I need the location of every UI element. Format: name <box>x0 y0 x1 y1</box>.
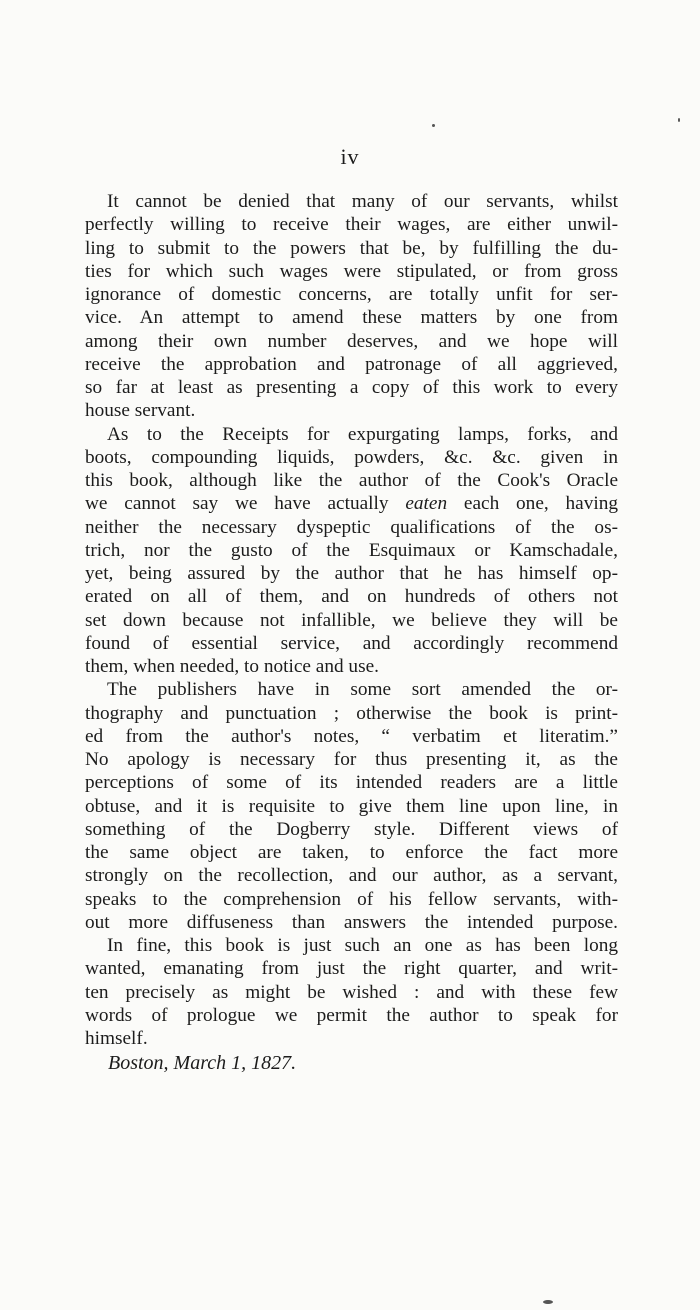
text-line: ling to submit to the powers that be, by fulfilling the du- <box>85 237 618 259</box>
text-line: ed from the author's notes, “ verbatim et literatim.” <box>85 725 618 747</box>
text-line: No apology is necessary for thus presenting it, as the <box>85 749 618 770</box>
text-line: ten precisely as might be wished : and with these few <box>85 981 618 1003</box>
text-line: In fine, this book is just such an one as has been long <box>107 935 618 956</box>
text-line: obtuse, and it is requisite to give them line upon line, in <box>85 795 618 817</box>
text-line: so far at least as presenting a copy of this work to every <box>85 377 618 398</box>
page-number: iv <box>340 144 360 169</box>
text-line: words of prologue we permit the author to speak for <box>85 1004 618 1026</box>
italic-word: eaten <box>405 493 448 515</box>
text-line: yet, being assured by the author that he has himself op- <box>85 563 618 584</box>
text-fragment: we cannot say we have actually <box>85 493 389 515</box>
text-line: this book, although like the author of the Cook's Oracle <box>85 470 618 491</box>
scan-speck <box>543 1300 553 1304</box>
text-line: them, when needed, to notice and use. <box>85 656 379 677</box>
text-line: set down because not infallible, we believe they will be <box>85 609 618 631</box>
text-line: receive the approbation and patronage of all aggrieved, <box>85 353 618 375</box>
text-line: The publishers have in some sort amended the or- <box>107 679 618 701</box>
text-line: wanted, emanating from just the right quarter, and writ- <box>85 958 618 980</box>
text-line: ties for which such wages were stipulated, or from gross <box>85 260 618 282</box>
text-line <box>85 492 618 515</box>
text-fragment: each one, having <box>463 493 618 515</box>
text-line: perceptions of some of its intended readers are a little <box>85 772 618 794</box>
preface-text <box>85 190 618 1050</box>
text-line: perfectly willing to receive their wages, are either unwil- <box>85 214 618 236</box>
text-line: among their own number deserves, and we hope will <box>85 330 618 352</box>
text-line: found of essential service, and accordingly recommend <box>85 632 618 654</box>
scan-speck <box>678 118 680 122</box>
text-line: trich, nor the gusto of the Esquimaux or Kamschadale, <box>85 539 618 561</box>
text-line: something of the Dogberry style. Different views of <box>85 818 618 840</box>
text-line: the same object are taken, to enforce the fact more <box>85 842 618 863</box>
text-line: strongly on the recollection, and our author, as a servant, <box>85 865 618 887</box>
text-line: neither the necessary dyspeptic qualifications of the os- <box>85 516 618 538</box>
scan-speck <box>432 124 435 127</box>
text-line: himself. <box>85 1028 148 1049</box>
text-line: It cannot be denied that many of our servants, whilst <box>107 191 618 212</box>
text-line: As to the Receipts for expurgating lamps, forks, and <box>107 423 618 445</box>
text-line: vice. An attempt to amend these matters by one from <box>85 307 618 329</box>
text-line: erated on all of them, and on hundreds of others not <box>85 586 618 608</box>
text-line: house servant. <box>85 400 196 422</box>
text-line: ignorance of domestic concerns, are totally unfit for ser- <box>85 284 618 305</box>
text-line: boots, compounding liquids, powders, &c. &c. given in <box>85 446 618 468</box>
text-line: out more diffuseness than answers the intended purpose. <box>85 911 618 933</box>
text-line: speaks to the comprehension of his fellow servants, with- <box>85 888 618 910</box>
text-line: thography and punctuation ; otherwise the book is print- <box>85 702 618 724</box>
dateline: Boston, March 1, 1827. <box>108 1052 297 1074</box>
